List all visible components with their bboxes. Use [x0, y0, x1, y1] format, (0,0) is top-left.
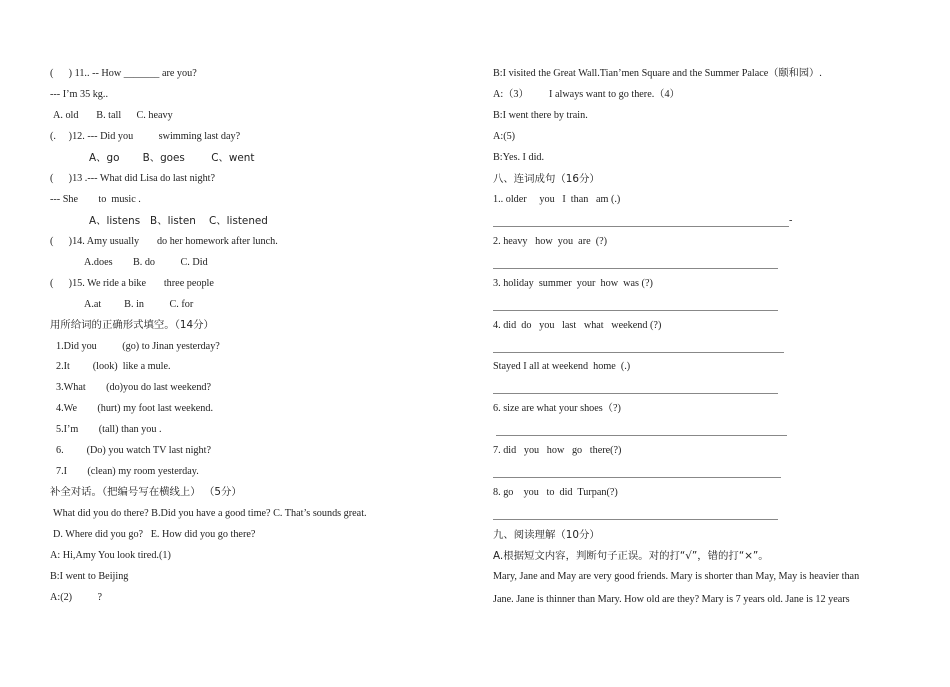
question-12: (. )12. --- Did you swimming last day? [50, 131, 241, 142]
section-dialog-heading: 补全对话。（把编号写在横线上） （5分） [50, 486, 242, 498]
sentence-2-words: 2. heavy how you are (?) [493, 236, 608, 247]
fill-item-3: 3.What (do)you do last weekend? [56, 382, 212, 393]
dialog-line-1: A: Hi,Amy You look tired.(1) [50, 550, 171, 561]
fill-item-5: 5.I’m (tall) than you . [56, 424, 162, 435]
sentence-5-words: Stayed I all at weekend home (.) [493, 361, 631, 372]
sentence-6-words: 6. size are what your shoes（?) [493, 403, 621, 414]
fill-item-7: 7.I (clean) my room yesterday. [56, 466, 199, 477]
section-word-forms-heading: 用所给词的正确形式填空。（14分） [50, 319, 214, 331]
question-15-options: A.at B. in C. for [84, 299, 194, 310]
question-11: ( ) 11.. -- How _______ are you? [50, 68, 197, 79]
sentence-1-words: 1.. older you I than am (.) [493, 194, 621, 205]
answer-line-4 [493, 352, 784, 353]
dialog-options-line-1: What did you do there? B.Did you have a good time? C. That’s sounds great. [53, 508, 367, 519]
question-13: ( )13 .--- What did Lisa do last night? [50, 173, 216, 184]
answer-line-1 [493, 226, 789, 227]
sentence-3-words: 3. holiday summer your how was (?) [493, 278, 653, 289]
sentence-4-words: 4. did do you last what weekend (?) [493, 320, 662, 331]
answer-line-1-end: - [789, 215, 793, 226]
dialog-line-5: A:（3） I always want to go there.（4） [493, 89, 680, 100]
question-15: ( )15. We ride a bike three people [50, 278, 214, 289]
question-14-options: A.does B. do C. Did [84, 257, 208, 268]
answer-line-3 [493, 310, 778, 311]
section-8-heading: 八、连词成句（16分） [493, 173, 600, 185]
dialog-line-4: B:I visited the Great Wall.Tian’men Square and the Summer Palace（颐和园）. [493, 68, 822, 79]
dialog-line-7: A:(5) [493, 131, 516, 142]
question-13-options: A、listens B、listen C、listened [89, 215, 268, 227]
dialog-line-3: A:(2) ? [50, 592, 103, 603]
answer-line-5 [493, 393, 778, 394]
dialog-options-line-2: D. Where did you go? E. How did you go there? [53, 529, 256, 540]
sentence-7-words: 7. did you how go there(?) [493, 445, 622, 456]
question-14: ( )14. Amy usually do her homework after lunch. [50, 236, 278, 247]
fill-item-1: 1.Did you (go) to Jinan yesterday? [56, 341, 220, 352]
sentence-8-words: 8. go you to did Turpan(?) [493, 487, 618, 498]
section-9-heading: 九、阅读理解（10分） [493, 529, 600, 541]
question-13-answer: --- She to music . [50, 194, 141, 205]
fill-item-4: 4.We (hurt) my foot last weekend. [56, 403, 214, 414]
answer-line-8 [493, 519, 778, 520]
dialog-line-8: B:Yes. I did. [493, 152, 545, 163]
question-11-answer: --- I’m 35 kg.. [50, 89, 108, 100]
dialog-line-6: B:I went there by train. [493, 110, 588, 121]
answer-line-7 [493, 477, 781, 478]
dialog-line-2: B:I went to Beijing [50, 571, 129, 582]
question-11-options: A. old B. tall C. heavy [53, 110, 173, 121]
fill-item-2: 2.It (look) like a mule. [56, 361, 171, 372]
fill-item-6: 6. (Do) you watch TV last night? [56, 445, 211, 456]
section-a-instructions: A.根据短文内容，判断句子正误。对的打“√”，错的打“×”。 [493, 550, 769, 562]
passage-line-2: Jane. Jane is thinner than Mary. How old are they? Mary is 7 years old. Jane is 12 years [493, 594, 850, 605]
passage-line-1: Mary, Jane and May are very good friends. Mary is shorter than May, May is heavier than [493, 571, 860, 582]
answer-line-2 [493, 268, 778, 269]
answer-line-6 [496, 435, 787, 436]
question-12-options: A、go B、goes C、went [89, 152, 255, 164]
